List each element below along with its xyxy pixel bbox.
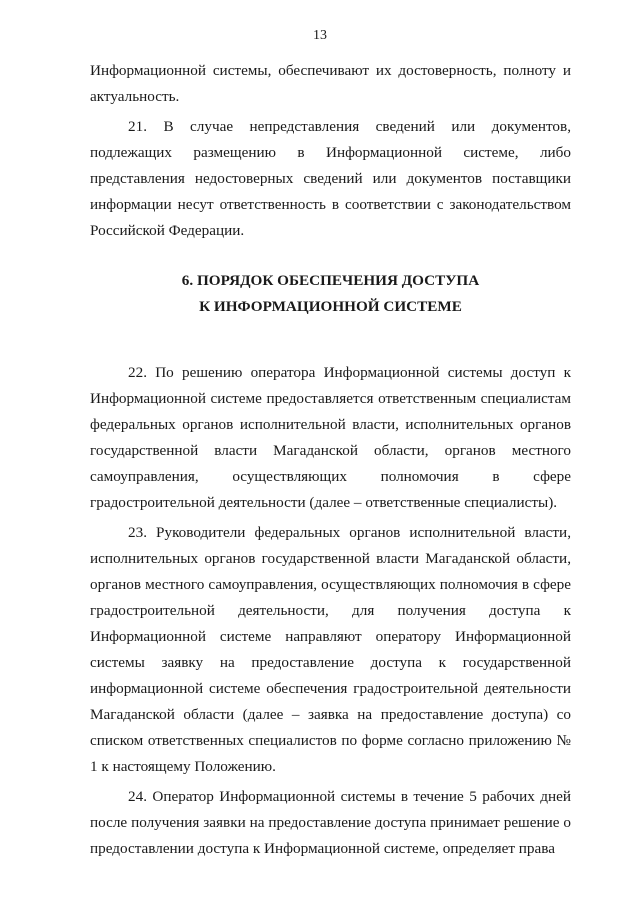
- section-heading-line-1: 6. ПОРЯДОК ОБЕСПЕЧЕНИЯ ДОСТУПА: [181, 272, 480, 289]
- document-body: [90, 58, 571, 862]
- paragraph-23: 23. Руководители федеральных органов исполнительной власти, исполнительных органов государственной власти Магаданской области, органов местного самоуправления, осуществляющих полномочия в сфере градостроительной деятельности, для получения доступа к Информационной системе направляют оператору Информационной системы заявку на предоставление доступа к государственной информационной системе обеспечения градостроительной деятельности Магаданской области (далее – заявка на предоставление доступа) со списком ответственных специалистов по форме согласно приложению № 1 к настоящему Положению.: [90, 524, 571, 775]
- section-heading-line-2: К ИНФОРМАЦИОННОЙ СИСТЕМЕ: [199, 298, 462, 315]
- paragraph-continuation: Информационной системы, обеспечивают их достоверность, полноту и актуальность.: [90, 62, 571, 105]
- page-number: 13: [313, 28, 327, 43]
- section-heading: [90, 268, 571, 320]
- paragraph-22: 22. По решению оператора Информационной системы доступ к Информационной системе предоставляется ответственным специалистам федеральных органов исполнительной власти, исполнительных органов государственной власти Магаданской области, органов местного самоуправления, осуществляющих полномочия в сфере градостроительной деятельности (далее – ответственные специалисты).: [90, 364, 571, 511]
- paragraph-24: 24. Оператор Информационной системы в течение 5 рабочих дней после получения заявки на предоставление доступа принимает решение о предоставлении доступа к Информационной системе, определяет права: [90, 788, 571, 857]
- paragraph-21: 21. В случае непредставления сведений или документов, подлежащих размещению в Информационной системе, либо представления недостоверных сведений или документов поставщики информации несут ответственность в соответствии с законодательством Российской Федерации.: [90, 118, 571, 239]
